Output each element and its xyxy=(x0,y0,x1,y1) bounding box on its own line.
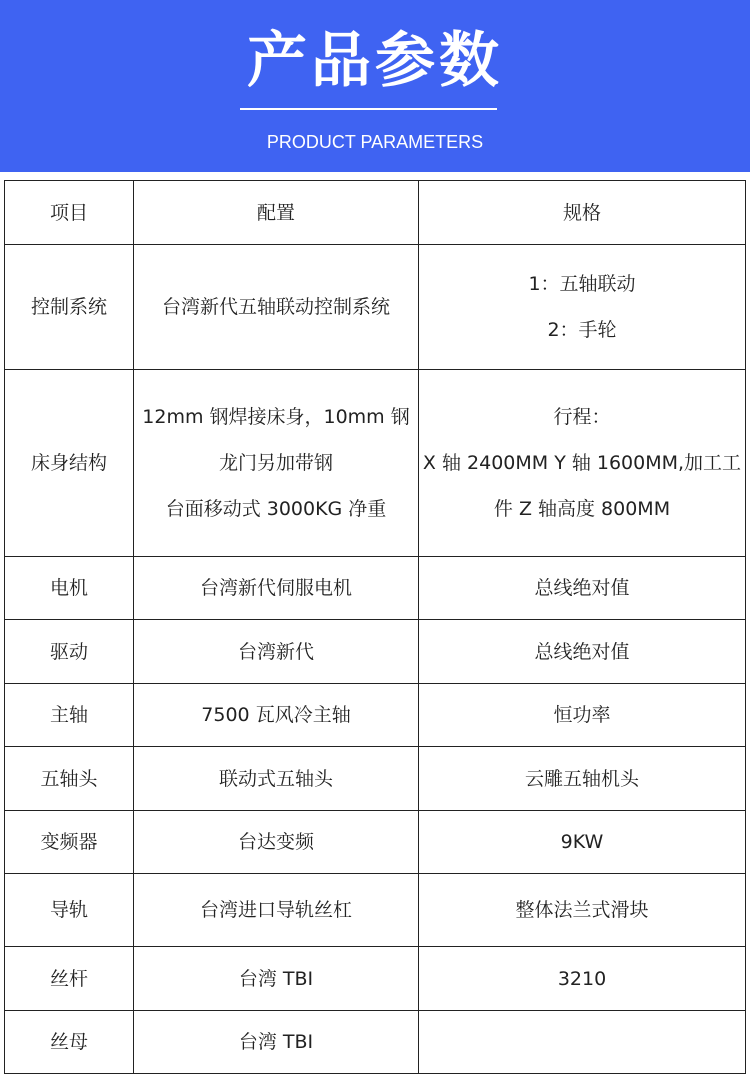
table-row xyxy=(5,245,746,370)
cell-config: 台湾新代伺服电机 xyxy=(134,557,419,620)
parameters-table xyxy=(4,180,746,1074)
cell-spec: 总线绝对值 xyxy=(419,557,746,620)
cell-item: 控制系统 xyxy=(5,245,134,370)
cell-spec-line: X 轴 2400MM Y 轴 1600MM,加工工 xyxy=(422,452,742,474)
table-row xyxy=(5,620,746,684)
table-row xyxy=(5,947,746,1011)
cell-config: 台湾新代 xyxy=(134,620,419,684)
cell-config: 台湾 TBI xyxy=(134,1011,419,1074)
cell-config-line: 12mm 钢焊接床身，10mm 钢 xyxy=(142,406,410,428)
cell-item: 丝母 xyxy=(5,1011,134,1074)
cell-config-line: 台湾新代五轴联动控制系统 xyxy=(161,296,390,318)
cell-item: 驱动 xyxy=(5,620,134,684)
cell-spec xyxy=(419,370,746,557)
title-divider xyxy=(240,108,497,110)
cell-spec: 9KW xyxy=(419,811,746,874)
cell-spec: 3210 xyxy=(419,947,746,1011)
cell-spec-line: 件 Z 轴高度 800MM xyxy=(493,498,671,520)
page-subtitle: PRODUCT PARAMETERS xyxy=(266,132,484,152)
cell-item: 电机 xyxy=(5,557,134,620)
cell-spec: 总线绝对值 xyxy=(419,620,746,684)
cell-item: 导轨 xyxy=(5,874,134,947)
column-header-config: 配置 xyxy=(134,181,419,245)
column-header-spec: 规格 xyxy=(419,181,746,245)
table-row xyxy=(5,1011,746,1074)
cell-config: 联动式五轴头 xyxy=(134,747,419,811)
table-row xyxy=(5,747,746,811)
cell-spec: 恒功率 xyxy=(419,684,746,747)
table-row xyxy=(5,557,746,620)
header-banner xyxy=(0,0,750,172)
page-title: 产品参数 xyxy=(247,26,503,96)
cell-spec: 云雕五轴机头 xyxy=(419,747,746,811)
cell-spec xyxy=(419,245,746,370)
cell-spec xyxy=(419,1011,746,1074)
cell-config xyxy=(134,245,419,370)
cell-config: 台湾进口导轨丝杠 xyxy=(134,874,419,947)
cell-item: 五轴头 xyxy=(5,747,134,811)
cell-config-line: 台面移动式 3000KG 净重 xyxy=(165,498,387,520)
table-header-row xyxy=(5,181,746,245)
table-row xyxy=(5,370,746,557)
cell-spec-line: 行程： xyxy=(553,406,611,428)
column-header-item: 项目 xyxy=(5,181,134,245)
cell-spec-line: 1：五轴联动 xyxy=(528,273,636,295)
cell-config: 台达变频 xyxy=(134,811,419,874)
table-row xyxy=(5,684,746,747)
cell-item: 丝杆 xyxy=(5,947,134,1011)
table-row xyxy=(5,874,746,947)
cell-config xyxy=(134,370,419,557)
cell-spec: 整体法兰式滑块 xyxy=(419,874,746,947)
cell-item: 主轴 xyxy=(5,684,134,747)
cell-config: 台湾 TBI xyxy=(134,947,419,1011)
cell-config-line: 龙门另加带钢 xyxy=(218,452,333,474)
table-row xyxy=(5,811,746,874)
cell-item: 变频器 xyxy=(5,811,134,874)
cell-item: 床身结构 xyxy=(5,370,134,557)
cell-config: 7500 瓦风冷主轴 xyxy=(134,684,419,747)
cell-spec-line: 2：手轮 xyxy=(547,319,617,341)
